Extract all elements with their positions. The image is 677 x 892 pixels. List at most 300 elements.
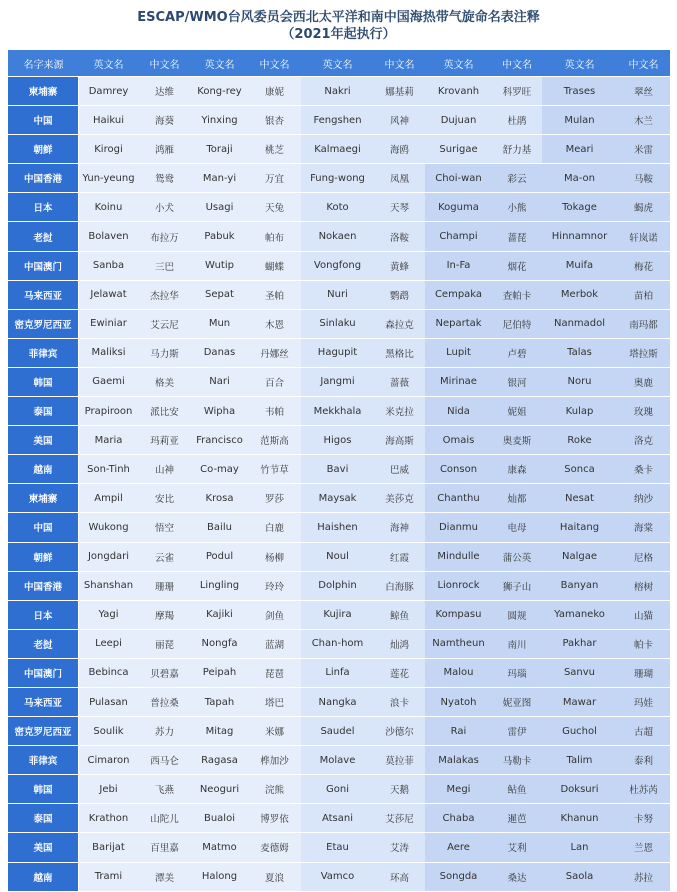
english-name-cell: Guchol (542, 717, 617, 746)
chinese-name-cell: 榕树 (617, 572, 670, 601)
chinese-name-cell: 科罗旺 (492, 77, 542, 106)
english-name-cell: Bolaven (79, 222, 138, 251)
english-name-cell: Nangka (301, 688, 374, 717)
page-subtitle: （2021年起执行） (281, 27, 396, 42)
chinese-name-cell: 灿鸿 (374, 630, 425, 659)
english-name-cell: Choi-wan (425, 164, 492, 193)
name-source-cell: 中国香港 (8, 572, 79, 601)
chinese-name-cell: 兰恩 (617, 833, 670, 862)
chinese-name-cell: 百里嘉 (138, 833, 191, 862)
chinese-name-cell: 摩羯 (138, 601, 191, 630)
english-name-cell: Kompasu (425, 601, 492, 630)
english-name-cell: Chanthu (425, 484, 492, 513)
chinese-name-cell: 森拉克 (374, 310, 425, 339)
name-source-cell: 中国澳门 (8, 252, 79, 281)
chinese-name-cell: 杰拉华 (138, 281, 191, 310)
chinese-name-cell: 浪卡 (374, 688, 425, 717)
chinese-name-cell: 浣熊 (248, 775, 301, 804)
chinese-name-cell: 派比安 (138, 397, 191, 426)
chinese-name-cell: 马勒卡 (492, 746, 542, 775)
name-source-cell: 老挝 (8, 222, 79, 251)
chinese-name-cell: 贝碧嘉 (138, 659, 191, 688)
chinese-name-cell: 苏力 (138, 717, 191, 746)
table-row (8, 601, 670, 630)
chinese-name-cell: 普拉桑 (138, 688, 191, 717)
english-name-cell: Son-Tinh (79, 455, 138, 484)
english-name-cell: Peipah (191, 659, 248, 688)
chinese-name-cell: 凤凰 (374, 164, 425, 193)
english-name-cell: Jongdari (79, 543, 138, 572)
english-name-cell: Sanvu (542, 659, 617, 688)
english-name-cell: Koguma (425, 193, 492, 222)
chinese-name-cell: 妮亚图 (492, 688, 542, 717)
table-row (8, 775, 670, 804)
english-name-cell: Wukong (79, 513, 138, 542)
chinese-name-cell: 卡努 (617, 804, 670, 833)
chinese-name-cell: 天鹅 (374, 775, 425, 804)
english-name-cell: Koinu (79, 193, 138, 222)
english-name-cell: Pulasan (79, 688, 138, 717)
table-row (8, 455, 670, 484)
english-name-cell: Trami (79, 863, 138, 892)
chinese-name-cell: 梅花 (617, 252, 670, 281)
english-name-cell: Bailu (191, 513, 248, 542)
chinese-name-cell: 万宜 (248, 164, 301, 193)
name-source-cell: 越南 (8, 863, 79, 892)
chinese-name-cell: 范斯高 (248, 426, 301, 455)
english-name-cell: Dujuan (425, 106, 492, 135)
name-source-cell: 泰国 (8, 804, 79, 833)
name-source-cell: 菲律宾 (8, 339, 79, 368)
english-name-cell: Saola (542, 863, 617, 892)
table-row (8, 833, 670, 862)
table-row (8, 135, 670, 164)
chinese-name-cell: 纳沙 (617, 484, 670, 513)
english-name-cell: Prapiroon (79, 397, 138, 426)
english-name-cell: Barijat (79, 833, 138, 862)
chinese-name-cell: 尼伯特 (492, 310, 542, 339)
chinese-name-cell: 舒力基 (492, 135, 542, 164)
name-source-cell: 中国 (8, 513, 79, 542)
english-name-cell: Bualoi (191, 804, 248, 833)
name-source-cell: 韩国 (8, 368, 79, 397)
english-name-cell: Merbok (542, 281, 617, 310)
english-name-cell: Nyatoh (425, 688, 492, 717)
name-source-cell: 马来西亚 (8, 281, 79, 310)
chinese-name-cell: 韦帕 (248, 397, 301, 426)
chinese-name-cell: 山陀儿 (138, 804, 191, 833)
chinese-name-cell: 灿都 (492, 484, 542, 513)
english-name-cell: Pabuk (191, 222, 248, 251)
english-name-cell: Gaemi (79, 368, 138, 397)
english-name-cell: Yamaneko (542, 601, 617, 630)
header-chinese-name: 中文名 (248, 50, 301, 77)
english-name-cell: Wutip (191, 252, 248, 281)
name-source-cell: 柬埔寨 (8, 77, 79, 106)
chinese-name-cell: 艾莎尼 (374, 804, 425, 833)
english-name-cell: Mawar (542, 688, 617, 717)
english-name-cell: Hinnamnor (542, 222, 617, 251)
chinese-name-cell: 蓝湖 (248, 630, 301, 659)
chinese-name-cell: 彩云 (492, 164, 542, 193)
english-name-cell: Shanshan (79, 572, 138, 601)
header-chinese-name: 中文名 (138, 50, 191, 77)
english-name-cell: Chan-hom (301, 630, 374, 659)
chinese-name-cell: 奥麦斯 (492, 426, 542, 455)
english-name-cell: Kujira (301, 601, 374, 630)
chinese-name-cell: 红霞 (374, 543, 425, 572)
english-name-cell: Molave (301, 746, 374, 775)
chinese-name-cell: 烟花 (492, 252, 542, 281)
english-name-cell: Maliksi (79, 339, 138, 368)
chinese-name-cell: 木兰 (617, 106, 670, 135)
english-name-cell: Vamco (301, 863, 374, 892)
table-row (8, 252, 670, 281)
table-row (8, 397, 670, 426)
chinese-name-cell: 查帕卡 (492, 281, 542, 310)
english-name-cell: Muifa (542, 252, 617, 281)
table-row (8, 339, 670, 368)
english-name-cell: Megi (425, 775, 492, 804)
english-name-cell: Nesat (542, 484, 617, 513)
english-name-cell: Soulik (79, 717, 138, 746)
english-name-cell: Kirogi (79, 135, 138, 164)
chinese-name-cell: 狮子山 (492, 572, 542, 601)
table-row (8, 281, 670, 310)
chinese-name-cell: 格美 (138, 368, 191, 397)
english-name-cell: Halong (191, 863, 248, 892)
chinese-name-cell: 米克拉 (374, 397, 425, 426)
english-name-cell: Yun-yeung (79, 164, 138, 193)
table-row (8, 572, 670, 601)
header-english-name: 英文名 (301, 50, 374, 77)
english-name-cell: Noru (542, 368, 617, 397)
english-name-cell: Malou (425, 659, 492, 688)
chinese-name-cell: 康森 (492, 455, 542, 484)
chinese-name-cell: 环高 (374, 863, 425, 892)
chinese-name-cell: 妮姐 (492, 397, 542, 426)
header-english-name: 英文名 (79, 50, 138, 77)
chinese-name-cell: 南玛都 (617, 310, 670, 339)
name-source-cell: 朝鲜 (8, 135, 79, 164)
english-name-cell: Chaba (425, 804, 492, 833)
chinese-name-cell: 康妮 (248, 77, 301, 106)
chinese-name-cell: 洛鞍 (374, 222, 425, 251)
chinese-name-cell: 丹娜丝 (248, 339, 301, 368)
english-name-cell: Noul (301, 543, 374, 572)
english-name-cell: Omais (425, 426, 492, 455)
english-name-cell: Bebinca (79, 659, 138, 688)
english-name-cell: Kulap (542, 397, 617, 426)
english-name-cell: Wipha (191, 397, 248, 426)
chinese-name-cell: 雷伊 (492, 717, 542, 746)
english-name-cell: Nalgae (542, 543, 617, 572)
english-name-cell: Usagi (191, 193, 248, 222)
chinese-name-cell: 银杏 (248, 106, 301, 135)
chinese-name-cell: 苏拉 (617, 863, 670, 892)
english-name-cell: Fung-wong (301, 164, 374, 193)
chinese-name-cell: 桑卡 (617, 455, 670, 484)
english-name-cell: Leepi (79, 630, 138, 659)
chinese-name-cell: 琵琶 (248, 659, 301, 688)
name-source-cell: 日本 (8, 193, 79, 222)
english-name-cell: Nepartak (425, 310, 492, 339)
english-name-cell: Lan (542, 833, 617, 862)
chinese-name-cell: 杜苏芮 (617, 775, 670, 804)
header-chinese-name: 中文名 (492, 50, 542, 77)
english-name-cell: Mitag (191, 717, 248, 746)
chinese-name-cell: 圣帕 (248, 281, 301, 310)
chinese-name-cell: 悟空 (138, 513, 191, 542)
english-name-cell: Kong-rey (191, 77, 248, 106)
typhoon-names-table (8, 50, 670, 892)
english-name-cell: Yagi (79, 601, 138, 630)
english-name-cell: Lionrock (425, 572, 492, 601)
name-source-cell: 美国 (8, 426, 79, 455)
chinese-name-cell: 帕布 (248, 222, 301, 251)
english-name-cell: Atsani (301, 804, 374, 833)
header-chinese-name: 中文名 (617, 50, 670, 77)
chinese-name-cell: 玛瑙 (492, 659, 542, 688)
table-row (8, 164, 670, 193)
table-row (8, 222, 670, 251)
table-row (8, 543, 670, 572)
english-name-cell: Lupit (425, 339, 492, 368)
chinese-name-cell: 蔷琵 (492, 222, 542, 251)
chinese-name-cell: 蒲公英 (492, 543, 542, 572)
chinese-name-cell: 潭美 (138, 863, 191, 892)
english-name-cell: Khanun (542, 804, 617, 833)
english-name-cell: Nongfa (191, 630, 248, 659)
chinese-name-cell: 美莎克 (374, 484, 425, 513)
chinese-name-cell: 电母 (492, 513, 542, 542)
english-name-cell: Malakas (425, 746, 492, 775)
english-name-cell: Matmo (191, 833, 248, 862)
chinese-name-cell: 夏浪 (248, 863, 301, 892)
english-name-cell: Neoguri (191, 775, 248, 804)
chinese-name-cell: 沙德尔 (374, 717, 425, 746)
english-name-cell: Lingling (191, 572, 248, 601)
chinese-name-cell: 天兔 (248, 193, 301, 222)
chinese-name-cell: 白海豚 (374, 572, 425, 601)
english-name-cell: Haishen (301, 513, 374, 542)
chinese-name-cell: 风神 (374, 106, 425, 135)
chinese-name-cell: 洛克 (617, 426, 670, 455)
name-source-cell: 中国香港 (8, 164, 79, 193)
english-name-cell: Francisco (191, 426, 248, 455)
name-source-cell: 美国 (8, 833, 79, 862)
chinese-name-cell: 海棠 (617, 513, 670, 542)
english-name-cell: Champi (425, 222, 492, 251)
chinese-name-cell: 珊瑚 (617, 659, 670, 688)
header-row (8, 50, 670, 77)
english-name-cell: Man-yi (191, 164, 248, 193)
name-source-cell: 中国 (8, 106, 79, 135)
chinese-name-cell: 白鹿 (248, 513, 301, 542)
chinese-name-cell: 翠丝 (617, 77, 670, 106)
english-name-cell: Ewiniar (79, 310, 138, 339)
chinese-name-cell: 海葵 (138, 106, 191, 135)
chinese-name-cell: 塔拉斯 (617, 339, 670, 368)
english-name-cell: Mekkhala (301, 397, 374, 426)
english-name-cell: Ragasa (191, 746, 248, 775)
chinese-name-cell: 云雀 (138, 543, 191, 572)
english-name-cell: Goni (301, 775, 374, 804)
english-name-cell: Nakri (301, 77, 374, 106)
english-name-cell: Nokaen (301, 222, 374, 251)
english-name-cell: Koto (301, 193, 374, 222)
chinese-name-cell: 山猫 (617, 601, 670, 630)
english-name-cell: Roke (542, 426, 617, 455)
english-name-cell: Mindulle (425, 543, 492, 572)
english-name-cell: Cempaka (425, 281, 492, 310)
table-row (8, 77, 670, 106)
english-name-cell: Mulan (542, 106, 617, 135)
chinese-name-cell: 玲玲 (248, 572, 301, 601)
table-row (8, 193, 670, 222)
chinese-name-cell: 艾利 (492, 833, 542, 862)
chinese-name-cell: 鸿雁 (138, 135, 191, 164)
english-name-cell: Ma-on (542, 164, 617, 193)
page-title: ESCAP/WMO台风委员会西北太平洋和南中国海热带气旋命名表注释 (137, 10, 540, 25)
chinese-name-cell: 小熊 (492, 193, 542, 222)
table-row (8, 659, 670, 688)
english-name-cell: Co-may (191, 455, 248, 484)
chinese-name-cell: 鸳鸯 (138, 164, 191, 193)
english-name-cell: Toraji (191, 135, 248, 164)
english-name-cell: Haitang (542, 513, 617, 542)
chinese-name-cell: 桦加沙 (248, 746, 301, 775)
english-name-cell: Conson (425, 455, 492, 484)
chinese-name-cell: 古超 (617, 717, 670, 746)
english-name-cell: Danas (191, 339, 248, 368)
name-source-cell: 越南 (8, 455, 79, 484)
english-name-cell: Talas (542, 339, 617, 368)
english-name-cell: Nari (191, 368, 248, 397)
english-name-cell: Songda (425, 863, 492, 892)
name-source-cell: 日本 (8, 601, 79, 630)
english-name-cell: Nida (425, 397, 492, 426)
chinese-name-cell: 博罗依 (248, 804, 301, 833)
chinese-name-cell: 莲花 (374, 659, 425, 688)
english-name-cell: Ampil (79, 484, 138, 513)
chinese-name-cell: 奥鹿 (617, 368, 670, 397)
table-row (8, 368, 670, 397)
english-name-cell: Meari (542, 135, 617, 164)
chinese-name-cell: 米雷 (617, 135, 670, 164)
english-name-cell: Surigae (425, 135, 492, 164)
chinese-name-cell: 小犬 (138, 193, 191, 222)
chinese-name-cell: 天琴 (374, 193, 425, 222)
chinese-name-cell: 海高斯 (374, 426, 425, 455)
name-source-cell: 菲律宾 (8, 746, 79, 775)
chinese-name-cell: 轩岚诺 (617, 222, 670, 251)
english-name-cell: Haikui (79, 106, 138, 135)
table-row (8, 513, 670, 542)
chinese-name-cell: 木恩 (248, 310, 301, 339)
table-row (8, 746, 670, 775)
english-name-cell: Saudel (301, 717, 374, 746)
english-name-cell: Bavi (301, 455, 374, 484)
english-name-cell: Maria (79, 426, 138, 455)
chinese-name-cell: 圆规 (492, 601, 542, 630)
chinese-name-cell: 山神 (138, 455, 191, 484)
name-source-cell: 密克罗尼西亚 (8, 717, 79, 746)
chinese-name-cell: 艾涛 (374, 833, 425, 862)
english-name-cell: Jebi (79, 775, 138, 804)
english-name-cell: Sinlaku (301, 310, 374, 339)
chinese-name-cell: 尼格 (617, 543, 670, 572)
chinese-name-cell: 黄蜂 (374, 252, 425, 281)
chinese-name-cell: 玫瑰 (617, 397, 670, 426)
chinese-name-cell: 莫拉菲 (374, 746, 425, 775)
english-name-cell: Namtheun (425, 630, 492, 659)
english-name-cell: Linfa (301, 659, 374, 688)
english-name-cell: Sanba (79, 252, 138, 281)
english-name-cell: Kajiki (191, 601, 248, 630)
english-name-cell: Jelawat (79, 281, 138, 310)
chinese-name-cell: 娜基莉 (374, 77, 425, 106)
chinese-name-cell: 珊珊 (138, 572, 191, 601)
english-name-cell: Damrey (79, 77, 138, 106)
chinese-name-cell: 蝴蝶 (248, 252, 301, 281)
chinese-name-cell: 鹦鹉 (374, 281, 425, 310)
english-name-cell: Doksuri (542, 775, 617, 804)
chinese-name-cell: 鲸鱼 (374, 601, 425, 630)
english-name-cell: Vongfong (301, 252, 374, 281)
chinese-name-cell: 艾云尼 (138, 310, 191, 339)
header-english-name: 英文名 (542, 50, 617, 77)
english-name-cell: Jangmi (301, 368, 374, 397)
chinese-name-cell: 海神 (374, 513, 425, 542)
chinese-name-cell: 丽琵 (138, 630, 191, 659)
name-source-cell: 韩国 (8, 775, 79, 804)
name-source-cell: 泰国 (8, 397, 79, 426)
chinese-name-cell: 三巴 (138, 252, 191, 281)
english-name-cell: Pakhar (542, 630, 617, 659)
english-name-cell: Rai (425, 717, 492, 746)
table-row (8, 484, 670, 513)
table-row (8, 717, 670, 746)
chinese-name-cell: 海鸥 (374, 135, 425, 164)
chinese-name-cell: 罗莎 (248, 484, 301, 513)
english-name-cell: Tapah (191, 688, 248, 717)
english-name-cell: Higos (301, 426, 374, 455)
chinese-name-cell: 桑达 (492, 863, 542, 892)
english-name-cell: Etau (301, 833, 374, 862)
table-row (8, 426, 670, 455)
chinese-name-cell: 马鞍 (617, 164, 670, 193)
name-source-cell: 柬埔寨 (8, 484, 79, 513)
english-name-cell: Nanmadol (542, 310, 617, 339)
english-name-cell: Sonca (542, 455, 617, 484)
english-name-cell: Sepat (191, 281, 248, 310)
chinese-name-cell: 玛莉亚 (138, 426, 191, 455)
name-source-cell: 中国澳门 (8, 659, 79, 688)
chinese-name-cell: 西马仑 (138, 746, 191, 775)
chinese-name-cell: 杨柳 (248, 543, 301, 572)
chinese-name-cell: 杜鹃 (492, 106, 542, 135)
name-source-cell: 马来西亚 (8, 688, 79, 717)
chinese-name-cell: 苗柏 (617, 281, 670, 310)
chinese-name-cell: 帕卡 (617, 630, 670, 659)
english-name-cell: Nuri (301, 281, 374, 310)
table-body (8, 77, 670, 892)
english-name-cell: Tokage (542, 193, 617, 222)
english-name-cell: Cimaron (79, 746, 138, 775)
chinese-name-cell: 布拉万 (138, 222, 191, 251)
chinese-name-cell: 玛娃 (617, 688, 670, 717)
